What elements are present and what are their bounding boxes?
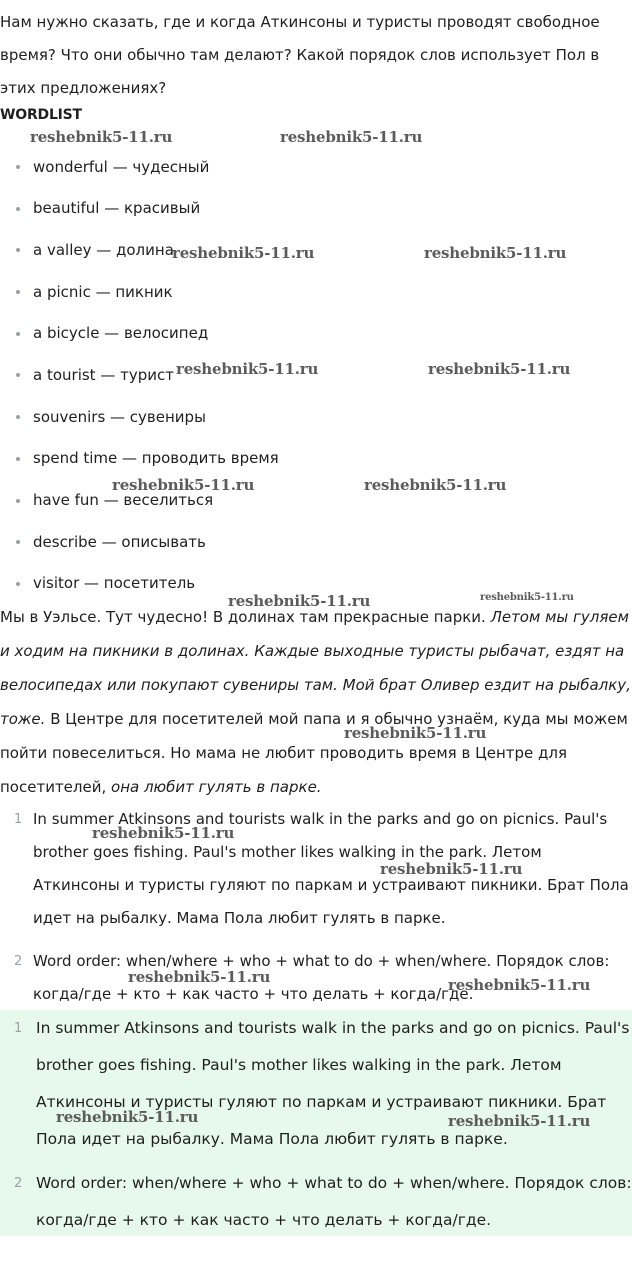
wordlist-item: a picnic — пикник (0, 271, 630, 313)
watermark: reshebnik5-11.ru (128, 968, 271, 986)
watermark: reshebnik5-11.ru (428, 360, 571, 378)
answer-number: 1 (14, 812, 23, 827)
watermark: reshebnik5-11.ru (448, 976, 591, 994)
answer-number: 2 (14, 1176, 23, 1191)
wordlist-item: have fun — веселиться (0, 480, 630, 522)
watermark: reshebnik5-11.ru (380, 860, 523, 878)
intro-question: Нам нужно сказать, где и когда Аткинсоны и туристы проводят свободное время? Что они обычно там делают? Какой порядок слов использует Пол в этих предложениях? (0, 13, 600, 97)
watermark: reshebnik5-11.ru (176, 360, 319, 378)
wordlist-item: wonderful — чудесный (0, 146, 630, 188)
answer-item: 2 Word order: when/where + who + what to do + when/where. Порядок слов: когда/где + кто + как часто + что делать + когда/где. (0, 1165, 632, 1239)
watermark: reshebnik5-11.ru (30, 128, 173, 146)
watermark: reshebnik5-11.ru (344, 724, 487, 742)
wordlist-title: WORDLIST (0, 107, 82, 123)
watermark: reshebnik5-11.ru (112, 476, 255, 494)
watermark: reshebnik5-11.ru (448, 1112, 591, 1130)
answer-item: 1 In summer Atkinsons and tourists walk in the parks and go on picnics. Paul's brother goes fishing. Paul's mother likes walking in the park. Летом Аткинсоны и туристы гуляют по паркам и устраивают пикники. Брат Пола идет на рыбалку. Мама Пола любит гулять в парке. (0, 1010, 632, 1158)
wordlist-item: a bicycle — велосипед (0, 313, 630, 355)
watermark: reshebnik5-11.ru (228, 592, 371, 610)
watermark: reshebnik5-11.ru (480, 592, 574, 603)
watermark: reshebnik5-11.ru (172, 244, 315, 262)
wordlist-item: souvenirs — сувениры (0, 396, 630, 438)
wordlist-item: describe — описывать (0, 521, 630, 563)
translation-paragraph: Мы в Уэльсе. Тут чудесно! В долинах там прекрасные парки. Летом мы гуляем и ходим на пикники в долинах. Каждые выходные туристы рыбачат, ездят на велосипедах или покупают сувениры там. Мой брат Оливер ездит на рыбалку, тоже. В Центре для посетителей мой папа и я обычно узнаём, куда мы можем пойти повеселиться. Но мама не любит проводить время в Центре для посетителей, она любит гулять в парке. (0, 608, 631, 796)
wordlist-item: a tourist — турист (0, 354, 630, 396)
answer-number: 1 (14, 1021, 23, 1036)
watermark: reshebnik5-11.ru (56, 1108, 199, 1126)
wordlist-item: beautiful — красивый (0, 188, 630, 230)
wordlist-item: a valley — долина (0, 229, 630, 271)
wordlist-item: spend time — проводить время (0, 438, 630, 480)
answer-item: 2 Word order: when/where + who + what to do + when/where. Порядок слов: когда/где + кто + как часто + что делать + когда/где. (0, 945, 632, 1011)
answer-item: 1 In summer Atkinsons and tourists walk in the parks and go on picnics. Paul's brother goes fishing. Paul's mother likes walking in the park. Летом Аткинсоны и туристы гуляют по паркам и устраивают пикники. Брат Пола идет на рыбалку. Мама Пола любит гулять в парке. (0, 803, 632, 935)
answer-number: 2 (14, 954, 23, 969)
watermark: reshebnik5-11.ru (92, 824, 235, 842)
watermark: reshebnik5-11.ru (280, 128, 423, 146)
watermark: reshebnik5-11.ru (424, 244, 567, 262)
watermark: reshebnik5-11.ru (364, 476, 507, 494)
wordlist-item: visitor — посетитель (0, 563, 630, 605)
